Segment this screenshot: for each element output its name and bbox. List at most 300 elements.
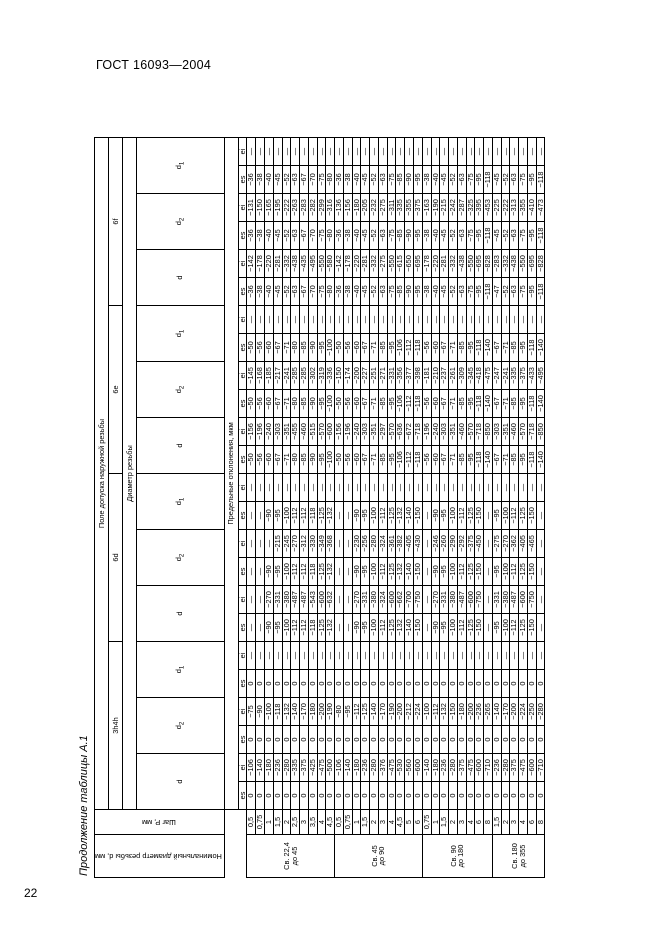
cell-value: — <box>501 642 510 670</box>
cell-value: — <box>536 502 545 530</box>
cell-value: 0 <box>352 726 361 754</box>
cell-value: −125 <box>387 614 396 642</box>
cell-value: −45 <box>361 222 370 250</box>
cell-value: −90 <box>352 558 361 586</box>
cell-value: 0 <box>519 670 528 698</box>
cell-value: −700 <box>405 586 414 614</box>
cell-value: — <box>536 642 545 670</box>
cell-step: 3 <box>457 810 466 835</box>
cell-value: −230 <box>352 530 361 558</box>
cell-value: −225 <box>492 194 501 222</box>
cell-value: — <box>466 306 475 334</box>
cell-value: −246 <box>431 530 440 558</box>
cell-value: — <box>282 474 291 502</box>
cell-value: 0 <box>431 726 440 754</box>
cell-value: −118 <box>414 334 423 362</box>
cell-value: — <box>335 474 344 502</box>
cell-value: −132 <box>282 698 291 726</box>
header-es: es <box>238 166 247 194</box>
header-diam-d-f3: d <box>137 250 225 306</box>
cell-value: −118 <box>527 446 536 474</box>
cell-value: −270 <box>264 586 273 614</box>
cell-value: −71 <box>501 446 510 474</box>
cell-value: — <box>291 642 300 670</box>
cell-value: −80 <box>335 698 344 726</box>
cell-value: −174 <box>343 362 352 390</box>
cell-step: 2 <box>501 810 510 835</box>
header-es: es <box>238 558 247 586</box>
cell-value: −156 <box>247 418 256 446</box>
cell-value: −332 <box>370 250 379 278</box>
cell-value: −217 <box>273 362 282 390</box>
cell-value: 0 <box>256 726 265 754</box>
cell-value: −90 <box>264 614 273 642</box>
header-es: es <box>238 502 247 530</box>
cell-value: −297 <box>378 418 387 446</box>
cell-value: −140 <box>422 754 431 782</box>
cell-value: 0 <box>475 726 484 754</box>
cell-value: — <box>370 306 379 334</box>
cell-value: 0 <box>457 782 466 810</box>
cell-value: −435 <box>300 250 309 278</box>
table-row <box>308 138 317 878</box>
cell-value: −112 <box>352 698 361 726</box>
cell-value: −281 <box>273 250 282 278</box>
cell-value: −132 <box>326 614 335 642</box>
cell-value: −170 <box>300 698 309 726</box>
header-ei: ei <box>238 306 247 334</box>
cell-value: −319 <box>317 362 326 390</box>
cell-value: 0 <box>484 670 493 698</box>
cell-value: −112 <box>405 390 414 418</box>
cell-value: −75 <box>519 222 528 250</box>
cell-value: −232 <box>370 194 379 222</box>
cell-value: −71 <box>449 446 458 474</box>
cell-value: 0 <box>247 782 256 810</box>
cell-value: −71 <box>282 446 291 474</box>
cell-value: — <box>387 642 396 670</box>
cell-value: — <box>396 474 405 502</box>
cell-value: −636 <box>396 418 405 446</box>
cell-value: 0 <box>457 726 466 754</box>
cell-value: −80 <box>291 446 300 474</box>
header-field-6f: 6f <box>109 138 123 306</box>
cell-value: −100 <box>449 614 458 642</box>
cell-value: — <box>326 138 335 166</box>
cell-value: −303 <box>273 418 282 446</box>
cell-value: −67 <box>440 446 449 474</box>
cell-value: −95 <box>414 278 423 306</box>
cell-value: — <box>396 138 405 166</box>
cell-value: 0 <box>291 782 300 810</box>
cell-step: 2 <box>449 810 458 835</box>
cell-value: — <box>484 530 493 558</box>
cell-value: −95 <box>343 698 352 726</box>
cell-value: −95 <box>519 390 528 418</box>
table-row <box>264 138 273 878</box>
cell-value: — <box>405 306 414 334</box>
header-diam-d1-f3: $d_1$ <box>137 138 225 194</box>
cell-value: 0 <box>527 726 536 754</box>
cell-value: — <box>335 502 344 530</box>
cell-value: — <box>484 586 493 614</box>
cell-value: −236 <box>440 754 449 782</box>
cell-value: −112 <box>378 558 387 586</box>
cell-value: −351 <box>449 418 458 446</box>
cell-value: 0 <box>519 782 528 810</box>
cell-value: — <box>378 474 387 502</box>
cell-value: — <box>361 474 370 502</box>
cell-value: −695 <box>527 250 536 278</box>
cell-value: — <box>291 474 300 502</box>
cell-value: −570 <box>519 418 528 446</box>
cell-value: −487 <box>291 586 300 614</box>
cell-value: −240 <box>264 418 273 446</box>
cell-step: 6 <box>475 810 484 835</box>
cell-value: — <box>247 502 256 530</box>
cell-value: 0 <box>405 670 414 698</box>
cell-value: — <box>247 474 256 502</box>
cell-value: — <box>343 614 352 642</box>
cell-value: −140 <box>405 502 414 530</box>
cell-value: −56 <box>256 446 265 474</box>
cell-value: −718 <box>475 418 484 446</box>
cell-value: 0 <box>466 782 475 810</box>
cell-value: −95 <box>492 502 501 530</box>
cell-value: −85 <box>378 446 387 474</box>
cell-value: — <box>335 586 344 614</box>
cell-value: 0 <box>466 726 475 754</box>
cell-value: −142 <box>247 250 256 278</box>
cell-value: −455 <box>291 418 300 446</box>
cell-value: −45 <box>440 278 449 306</box>
cell-value: — <box>527 306 536 334</box>
cell-value: −362 <box>510 530 519 558</box>
header-diam-d2-f2: $d_2$ <box>137 362 225 418</box>
cell-value: — <box>247 138 256 166</box>
table-row <box>527 138 536 878</box>
cell-value: — <box>361 306 370 334</box>
cell-value: −380 <box>370 586 379 614</box>
cell-value: −280 <box>536 698 545 726</box>
cell-step: 0,5 <box>247 810 256 835</box>
cell-value: −237 <box>440 362 449 390</box>
cell-value: −475 <box>519 754 528 782</box>
cell-value: −270 <box>291 530 300 558</box>
cell-step: 1 <box>352 810 361 835</box>
cell-value: −52 <box>370 278 379 306</box>
cell-value: −112 <box>431 698 440 726</box>
cell-value: — <box>273 306 282 334</box>
header-ei: ei <box>238 642 247 670</box>
cell-value: — <box>335 138 344 166</box>
cell-value: 0 <box>492 782 501 810</box>
cell-value: −36 <box>247 278 256 306</box>
cell-value: — <box>370 138 379 166</box>
cell-value: — <box>343 586 352 614</box>
cell-value: −90 <box>308 334 317 362</box>
cell-value: −750 <box>475 586 484 614</box>
cell-value: — <box>282 138 291 166</box>
cell-value: 0 <box>510 782 519 810</box>
cell-value: −332 <box>501 250 510 278</box>
table-row <box>414 138 423 878</box>
cell-value: — <box>457 138 466 166</box>
table-row <box>343 138 352 878</box>
cell-value: −45 <box>273 222 282 250</box>
cell-value: — <box>405 642 414 670</box>
cell-value: −331 <box>273 586 282 614</box>
cell-step: 1 <box>264 810 273 835</box>
cell-value: — <box>492 138 501 166</box>
cell-value: −95 <box>466 334 475 362</box>
cell-value: 0 <box>378 670 387 698</box>
cell-value: −375 <box>466 530 475 558</box>
cell-value: −261 <box>449 362 458 390</box>
table-caption: Продолжение таблицы А.1 <box>78 735 90 876</box>
cell-value: −750 <box>414 586 423 614</box>
cell-value: — <box>335 558 344 586</box>
cell-value: 0 <box>282 782 291 810</box>
cell-value: −125 <box>387 502 396 530</box>
cell-value: −118 <box>475 446 484 474</box>
cell-value: −270 <box>352 586 361 614</box>
cell-value: −495 <box>536 362 545 390</box>
cell-step: 2 <box>370 810 379 835</box>
cell-value: — <box>308 474 317 502</box>
cell-value: −95 <box>519 446 528 474</box>
cell-value: −38 <box>256 166 265 194</box>
cell-value: −236 <box>361 754 370 782</box>
cell-value: — <box>536 586 545 614</box>
cell-value: −375 <box>300 754 309 782</box>
cell-value: 0 <box>256 782 265 810</box>
cell-value: −67 <box>273 390 282 418</box>
cell-value: 0 <box>335 726 344 754</box>
cell-value: −303 <box>440 418 449 446</box>
cell-value: — <box>484 502 493 530</box>
cell-value: −40 <box>264 278 273 306</box>
cell-value: 0 <box>501 782 510 810</box>
cell-value: −60 <box>264 390 273 418</box>
cell-value: 0 <box>308 726 317 754</box>
cell-value: 0 <box>264 782 273 810</box>
header-diam-d2-f0: $d_2$ <box>137 698 225 754</box>
cell-value: −56 <box>343 390 352 418</box>
cell-value: −38 <box>256 222 265 250</box>
cell-value: −71 <box>370 390 379 418</box>
header-diameter-of-thread: Диаметр резьбы <box>123 138 137 810</box>
header-diam-d-f2: d <box>137 418 225 474</box>
cell-value: 0 <box>343 726 352 754</box>
header-es: es <box>238 726 247 754</box>
cell-value: −180 <box>352 754 361 782</box>
cell-value: −95 <box>414 222 423 250</box>
cell-value: — <box>378 642 387 670</box>
header-diam-d-f1: d <box>137 586 225 642</box>
cell-value: — <box>510 474 519 502</box>
cell-value: −71 <box>449 390 458 418</box>
cell-value: −430 <box>414 530 423 558</box>
cell-value: −56 <box>422 390 431 418</box>
cell-value: −438 <box>510 250 519 278</box>
cell-value: — <box>300 306 309 334</box>
cell-value: 0 <box>396 670 405 698</box>
cell-value: −75 <box>519 278 528 306</box>
cell-value: −303 <box>361 418 370 446</box>
cell-step: 8 <box>536 810 545 835</box>
cell-value: −150 <box>475 558 484 586</box>
cell-value: 0 <box>370 782 379 810</box>
cell-value: −52 <box>282 222 291 250</box>
header-diam-d1-f0: $d_1$ <box>137 642 225 698</box>
cell-value: −60 <box>431 446 440 474</box>
cell-value: −95 <box>475 166 484 194</box>
header-es: es <box>238 222 247 250</box>
cell-value: −672 <box>405 418 414 446</box>
cell-value: −236 <box>492 754 501 782</box>
cell-value: −70 <box>308 222 317 250</box>
cell-value: — <box>352 642 361 670</box>
cell-value: −67 <box>273 446 282 474</box>
cell-value: −95 <box>475 278 484 306</box>
cell-value: −63 <box>378 166 387 194</box>
cell-value: −45 <box>273 278 282 306</box>
cell-value: −212 <box>405 698 414 726</box>
cell-value: 0 <box>387 782 396 810</box>
cell-value: −90 <box>256 698 265 726</box>
cell-value: — <box>449 138 458 166</box>
cell-value: 0 <box>536 726 545 754</box>
cell-value: 0 <box>492 670 501 698</box>
cell-value: −150 <box>527 614 536 642</box>
cell-value: −220 <box>431 250 440 278</box>
cell-value: — <box>282 642 291 670</box>
cell-step: 8 <box>484 810 493 835</box>
cell-value: — <box>466 474 475 502</box>
cell-value: −280 <box>370 530 379 558</box>
cell-value: −530 <box>396 754 405 782</box>
cell-value: −75 <box>466 278 475 306</box>
cell-value: −313 <box>510 194 519 222</box>
cell-value: −118 <box>273 698 282 726</box>
header-es: es <box>238 782 247 810</box>
cell-value: — <box>510 306 519 334</box>
table-row <box>378 138 387 878</box>
cell-value: −283 <box>300 194 309 222</box>
cell-value: −63 <box>457 278 466 306</box>
cell-value: −453 <box>484 194 493 222</box>
cell-value: 0 <box>440 670 449 698</box>
cell-value: −45 <box>361 166 370 194</box>
cell-value: — <box>256 586 265 614</box>
cell-value: −52 <box>449 278 458 306</box>
cell-value: −170 <box>378 698 387 726</box>
cell-step: 1,5 <box>440 810 449 835</box>
cell-value: — <box>396 306 405 334</box>
cell-value: — <box>343 530 352 558</box>
cell-value: −85 <box>396 278 405 306</box>
cell-value: — <box>291 306 300 334</box>
cell-value: −140 <box>405 558 414 586</box>
cell-value: 0 <box>527 670 536 698</box>
cell-value: −236 <box>273 754 282 782</box>
cell-value: −67 <box>361 390 370 418</box>
cell-value: — <box>300 474 309 502</box>
cell-value: 0 <box>422 782 431 810</box>
cell-value: — <box>519 474 528 502</box>
cell-value: −67 <box>273 334 282 362</box>
cell-value: −112 <box>457 558 466 586</box>
cell-value: −331 <box>387 362 396 390</box>
cell-value: −487 <box>457 586 466 614</box>
cell-value: −95 <box>361 558 370 586</box>
cell-value: −85 <box>396 166 405 194</box>
cell-value: 0 <box>256 670 265 698</box>
cell-value: −241 <box>501 362 510 390</box>
cell-value: −270 <box>431 586 440 614</box>
cell-value: 0 <box>317 670 326 698</box>
cell-value: −580 <box>326 250 335 278</box>
cell-value: — <box>475 306 484 334</box>
cell-value: −368 <box>326 530 335 558</box>
cell-value: −180 <box>431 754 440 782</box>
cell-value: −281 <box>440 250 449 278</box>
row-group-label: Св. 22,4 до 45 <box>247 835 335 878</box>
header-field-6d: 6d <box>109 474 123 642</box>
cell-value: −67 <box>492 390 501 418</box>
cell-value: 0 <box>387 726 396 754</box>
cell-value: −63 <box>291 166 300 194</box>
header-ei: ei <box>238 362 247 390</box>
cell-value: 0 <box>317 726 326 754</box>
cell-value: −36 <box>335 166 344 194</box>
cell-value: — <box>475 474 484 502</box>
cell-value: — <box>247 614 256 642</box>
cell-value: −85 <box>396 222 405 250</box>
cell-value: 0 <box>326 670 335 698</box>
cell-value: −550 <box>387 250 396 278</box>
cell-value: −85 <box>510 334 519 362</box>
cell-value: — <box>308 306 317 334</box>
cell-value: −106 <box>335 754 344 782</box>
cell-value: −125 <box>361 698 370 726</box>
cell-step: 0,5 <box>335 810 344 835</box>
cell-value: −67 <box>300 222 309 250</box>
cell-value: −395 <box>475 194 484 222</box>
cell-value: −215 <box>440 194 449 222</box>
cell-value: −95 <box>440 558 449 586</box>
header-ei: ei <box>238 138 247 166</box>
cell-value: — <box>431 642 440 670</box>
cell-value: — <box>370 642 379 670</box>
cell-value: — <box>343 502 352 530</box>
cell-value: — <box>387 306 396 334</box>
cell-value: −60 <box>431 334 440 362</box>
cell-value: −181 <box>422 362 431 390</box>
cell-value: −112 <box>378 502 387 530</box>
cell-value: −112 <box>510 558 519 586</box>
cell-step: 3 <box>300 810 309 835</box>
cell-value: −95 <box>317 446 326 474</box>
cell-value: 0 <box>335 782 344 810</box>
cell-value: −380 <box>501 586 510 614</box>
cell-value: — <box>536 530 545 558</box>
cell-value: −90 <box>308 446 317 474</box>
cell-value: −85 <box>510 390 519 418</box>
cell-value: −375 <box>510 754 519 782</box>
row-group-label: Св. 180 до 355 <box>492 835 545 878</box>
